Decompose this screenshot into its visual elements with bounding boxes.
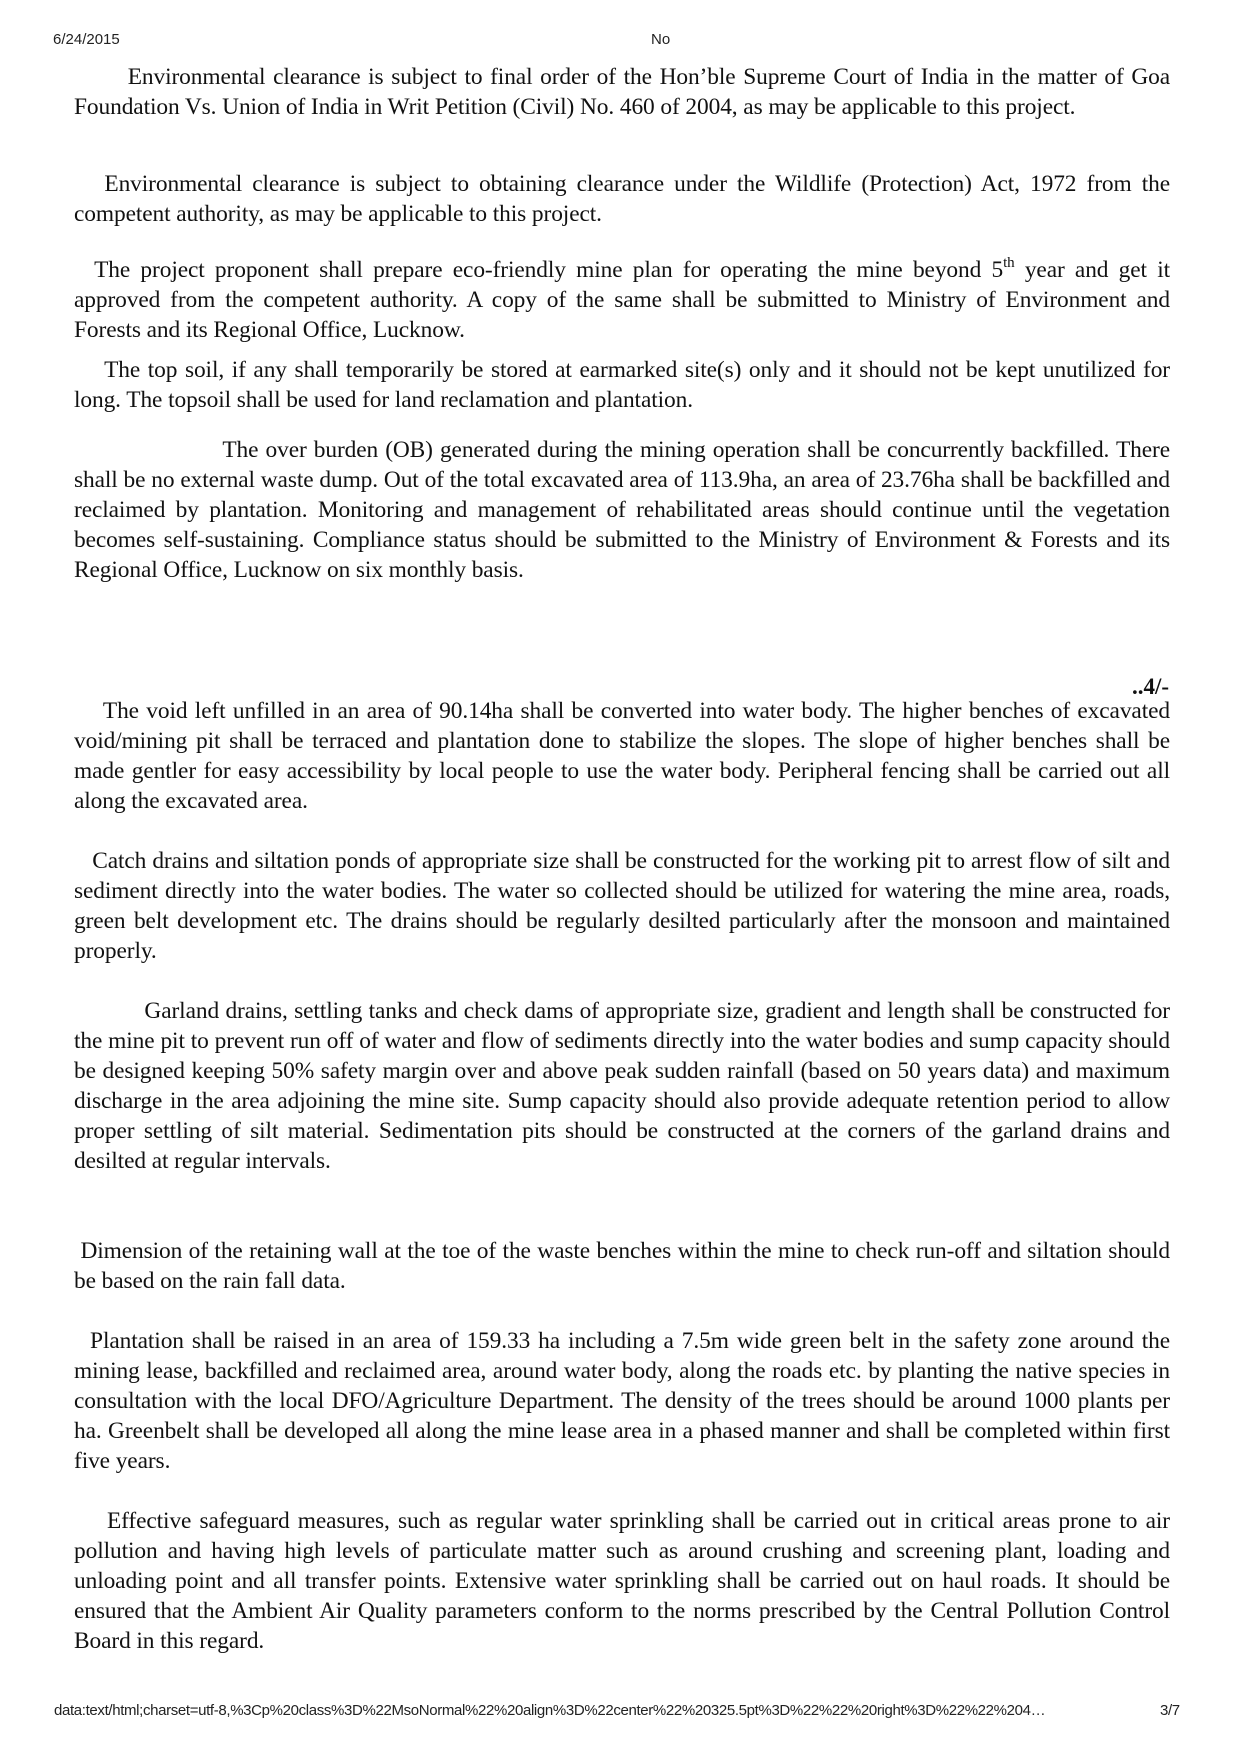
paragraph-text: Dimension of the retaining wall at the toe of the waste benches within the mine to check run-off and siltation should be based on the rain fall data. (74, 1238, 1170, 1294)
paragraph-text: The project proponent shall prepare eco-friendly mine plan for operating the mine beyond 5 (94, 257, 1004, 283)
paragraph-text: The over burden (OB) generated during the mining operation shall be concurrently backfilled. There shall be no external waste dump. Out of the total excavated area of 113.9ha, an area of 23.76ha shall be backfilled and reclaimed by plantation. Monitoring and management of rehabilitated areas should continue until the vegetation becomes self-sustaining. Compliance status should be submitted to the Ministry of Environment & Forests and its Regional Office, Lucknow on six monthly basis. (74, 437, 1170, 583)
page-continuation-marker: ..4/- (1131, 674, 1169, 699)
paragraph-retaining-wall (74, 1236, 1170, 1296)
paragraph-indent (74, 1328, 90, 1354)
paragraph-text: Plantation shall be raised in an area of 159.33 ha including a 7.5m wide green belt in the safety zone around the mining lease, backfilled and reclaimed area, around water body, along the roads etc. by planting the native species in consultation with the local DFO/Agriculture Department. The density of the trees should be around 1000 plants per ha. Greenbelt shall be developed all along the mine lease area in a phased manner and shall be completed within first five years. (74, 1328, 1171, 1474)
superscript: th (1003, 255, 1015, 271)
paragraph-text-cont: year and get it approved from the competent authority. A copy of the same shall be submitted to Ministry of Environment and Forests and its Regional Office, Lucknow. (74, 257, 1171, 343)
paragraph-indent (74, 1508, 107, 1534)
paragraph-indent (74, 257, 94, 283)
paragraph-catch-drains (74, 846, 1170, 966)
paragraph-indent (74, 171, 104, 197)
paragraph-sc-order (74, 62, 1170, 122)
paragraph-safeguard-measures (74, 1506, 1170, 1656)
paragraph-indent (74, 998, 144, 1024)
paragraph-garland-drains (74, 996, 1170, 1176)
paragraph-indent (74, 437, 222, 463)
paragraph-mine-plan (74, 255, 1170, 345)
page-title: No (651, 31, 671, 48)
paragraph-over-burden (74, 435, 1170, 585)
paragraph-text: Effective safeguard measures, such as regular water sprinkling shall be carried out in critical areas prone to air pollution and having high levels of particulate matter such as around crushing and screening plant, loading and unloading point and all transfer points. Extensive water sprinkling shall be carried out on haul roads. It should be ensured that the Ambient Air Quality parameters conform to the norms prescribed by the Central Pollution Control Board in this regard. (74, 1508, 1170, 1654)
paragraph-void-water-body (74, 696, 1170, 816)
paragraph-text: Catch drains and siltation ponds of appropriate size shall be constructed for the working pit to arrest flow of silt and sediment directly into the water bodies. The water so collected should be utilized for watering the mine area, roads, green belt development etc. The drains should be regularly desilted particularly after the monsoon and maintained properly. (74, 848, 1171, 964)
paragraph-text: Garland drains, settling tanks and check dams of appropriate size, gradient and length shall be constructed for the mine pit to prevent run off of water and flow of sediments directly into the water bodies and sump capacity should be designed keeping 50% safety margin over and above peak sudden rainfall (based on 50 years data) and maximum discharge in the area adjoining the mine site. Sump capacity should also provide adequate retention period to allow proper settling of silt material. Sedimentation pits should be constructed at the corners of the garland drains and desilted at regular intervals. (74, 998, 1170, 1174)
paragraph-indent (74, 357, 104, 383)
paragraph-indent (74, 64, 128, 90)
paragraph-indent (74, 848, 92, 874)
paragraph-wildlife-clearance (74, 169, 1170, 229)
print-date: 6/24/2015 (53, 31, 120, 48)
footer-source-url: data:text/html;charset=utf-8,%3Cp%20class%3D%22MsoNormal%22%20align%3D%22center%22%20325.5pt%3D%22%22%20right%3D%22%22%204… (54, 1702, 1046, 1719)
paragraph-plantation (74, 1326, 1170, 1476)
paragraph-text: The void left unfilled in an area of 90.14ha shall be converted into water body. The higher benches of excavated void/mining pit shall be terraced and plantation done to stabilize the slopes. The slope of higher benches shall be made gentler for easy accessibility by local people to use the water body. Peripheral fencing shall be carried out all along the excavated area. (74, 698, 1170, 814)
paragraph-indent (74, 698, 103, 724)
paragraph-text: Environmental clearance is subject to obtaining clearance under the Wildlife (Protection) Act, 1972 from the competent authority, as may be applicable to this project. (74, 171, 1170, 227)
paragraph-top-soil (74, 355, 1170, 415)
paragraph-text: Environmental clearance is subject to final order of the Hon’ble Supreme Court of India in the matter of Goa Foundation Vs. Union of India in Writ Petition (Civil) No. 460 of 2004, as may be applicable to this project. (74, 64, 1171, 120)
footer-page-number: 3/7 (1160, 1702, 1180, 1719)
paragraph-text: The top soil, if any shall temporarily be stored at earmarked site(s) only and it should not be kept unutilized for long. The topsoil shall be used for land reclamation and plantation. (74, 357, 1170, 413)
